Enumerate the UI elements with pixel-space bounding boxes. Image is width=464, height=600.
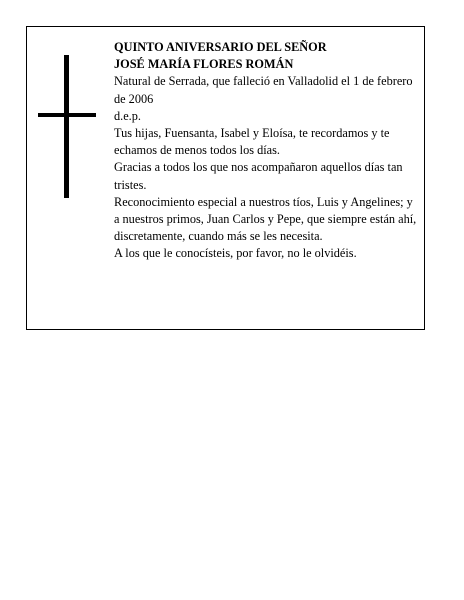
notice-paragraph-request: A los que le conocísteis, por favor, no le olvidéis. <box>114 246 357 261</box>
cross-vertical-bar <box>64 55 69 198</box>
notice-paragraph-dep: d.e.p. <box>114 108 141 123</box>
obituary-notice <box>26 26 425 330</box>
notice-paragraph-origin: Natural de Serrada, que falleció en Valladolid el 1 de febrero de 2006 <box>114 74 413 106</box>
notice-title-line-2: JOSÉ MARÍA FLORES ROMÁN <box>114 57 294 72</box>
cross-horizontal-bar <box>38 113 96 117</box>
notice-paragraph-acknowledgement: Reconocimiento especial a nuestros tíos, Luis y Angelines; y a nuestros primos, Juan Carlos y Pepe, que siempre están ahí, discretamente, cuando más se les necesita. <box>114 194 417 244</box>
cross-icon <box>38 55 96 198</box>
notice-title-line-1: QUINTO ANIVERSARIO DEL SEÑOR <box>114 40 327 54</box>
notice-text <box>114 39 420 263</box>
notice-paragraph-thanks: Gracias a todos los que nos acompañaron aquellos días tan tristes. <box>114 160 403 192</box>
notice-paragraph-family: Tus hijas, Fuensanta, Isabel y Eloísa, te recordamos y te echamos de menos todos los días. <box>114 126 390 158</box>
